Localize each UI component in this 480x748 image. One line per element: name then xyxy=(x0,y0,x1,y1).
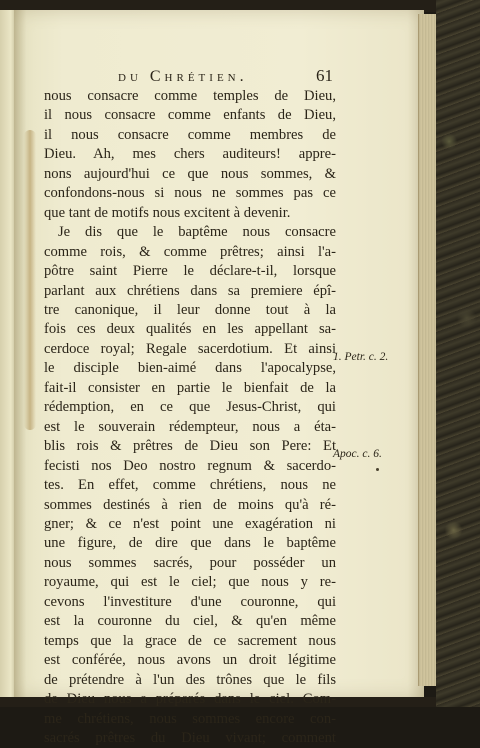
text-line: gner; & ce n'est point une exagération ni xyxy=(44,515,336,532)
text-line: nons aujourd'hui ce que nous sommes, & xyxy=(44,165,336,182)
text-line: est le souverain rédempteur, nous a éta- xyxy=(44,418,336,435)
marbled-cover xyxy=(436,0,480,707)
binding-gutter-shadow xyxy=(24,130,36,430)
text-line: pôtre saint Pierre le déclare-t-il, lorsque xyxy=(44,263,336,280)
ink-speck xyxy=(376,468,379,471)
text-line: est conférée, nous avons un droit légitime xyxy=(44,652,336,669)
text-line: cevons l'investiture d'une couronne, qui xyxy=(44,593,336,610)
text-line: de Dieu nous a préparés dans le ciel. Com- xyxy=(44,691,336,708)
text-line: blis rois & prêtres de Dieu son Pere: Et xyxy=(44,438,336,455)
text-line: tes. En effet, comme chrétiens, nous ne xyxy=(44,477,336,494)
margin-note-petr: 1. Petr. c. 2. xyxy=(333,351,389,363)
text-line: Dieu. Ah, mes chers auditeurs! appre- xyxy=(44,146,336,163)
text-line: parlant aux chrétiens dans sa premiere épî- xyxy=(44,282,336,299)
text-line: comme rois, & comme prêtres; ainsi l'a- xyxy=(44,243,336,260)
running-title: du Chrétien. xyxy=(118,68,248,85)
text-line: nous sommes sacrés, pour posséder un xyxy=(44,554,336,571)
margin-note-apoc: Apoc. c. 6. xyxy=(333,448,382,460)
running-header xyxy=(118,66,333,86)
body-text xyxy=(44,87,336,748)
text-line: royaume, qui est le ciel; que nous y re- xyxy=(44,574,336,591)
text-line: nous consacre comme temples de Dieu, xyxy=(44,88,336,104)
text-line: de prétendre à l'un des trônes que le fils xyxy=(44,671,336,688)
text-line: tre canonique, il leur donne tout à la xyxy=(44,301,336,318)
text-line: sommes destinés à rien de moins qu'à ré- xyxy=(44,496,336,513)
text-line: fait-il consister en partie le bienfait de la xyxy=(44,379,336,396)
text-line: fois ces deux qualités en les appellant sa- xyxy=(44,321,336,338)
text-line: sacrés prêtres du Dieu vivant; comment xyxy=(44,729,336,746)
text-line: est la couronne du ciel, & qu'en même xyxy=(44,613,336,630)
page-number: 61 xyxy=(316,66,333,85)
text-line: rédemption, en ce que Jesus-Christ, qui xyxy=(44,399,336,416)
text-line: fecisti nos Deo nostro regnum & sacerdo- xyxy=(44,457,336,474)
text-line: il nous consacre comme enfants de Dieu, xyxy=(44,107,336,124)
text-line: le disciple bien-aimé dans l'apocalypse, xyxy=(44,360,336,377)
paragraph-start-line: Je dis que le baptême nous consacre xyxy=(58,224,336,241)
text-line: me chrétiens, nous sommes encore con- xyxy=(44,710,336,727)
text-line: une figure, de dire que dans le baptême xyxy=(44,535,336,552)
text-line: il nous consacre comme membres de xyxy=(44,126,336,143)
text-line: temps que la grace de ce sacrement nous xyxy=(44,632,336,649)
text-line: confondons-nous si nous ne sommes pas ce xyxy=(44,185,336,202)
text-line: cerdoce royal; Regale sacerdotium. Et ainsi xyxy=(44,340,336,357)
text-line: que tant de motifs nous excitent à devenir. xyxy=(44,204,291,221)
